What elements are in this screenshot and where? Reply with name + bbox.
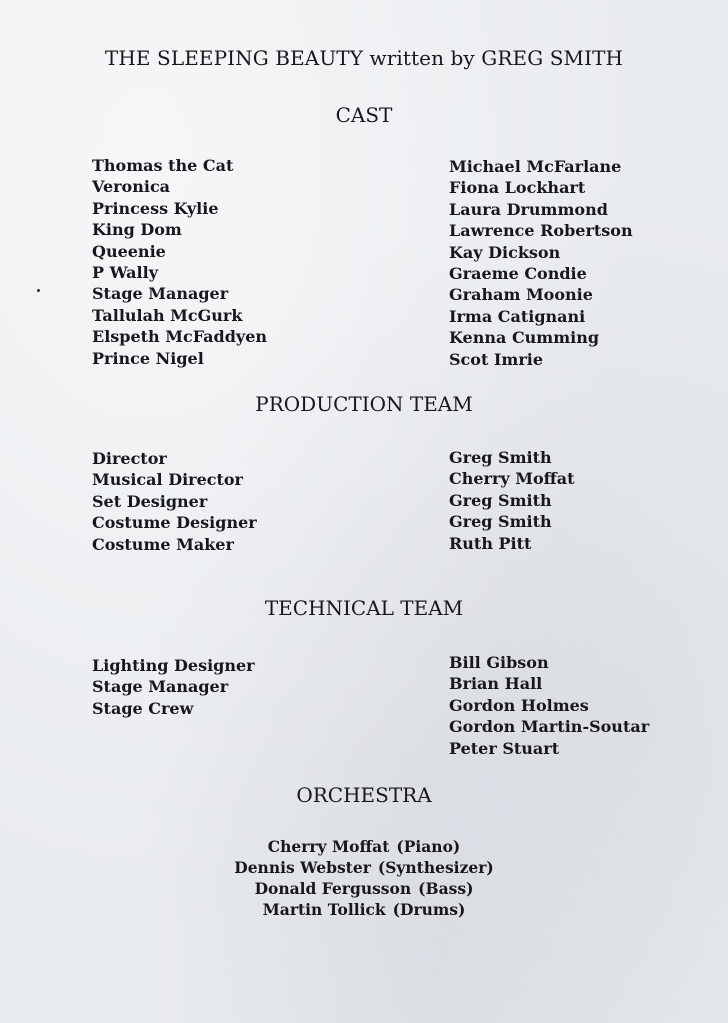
production-name: Cherry Moffat [449,469,575,489]
technical-role: Lighting Designer [92,656,255,675]
cast-role: Elspeth McFaddyen [92,327,268,347]
cast-actor: Laura Drummond [449,199,608,219]
cast-actor: Graham Moonie [449,285,593,305]
production-role: Costume Maker [92,534,234,554]
technical-heading: TECHNICAL TEAM [264,596,464,620]
technical-name: Peter Stuart [449,738,560,758]
page-title: THE SLEEPING BEAUTY written by GREG SMITH [104,46,624,70]
production-role: Musical Director [92,470,243,490]
cast-actor: Lawrence Robertson [449,221,633,241]
technical-name: Brian Hall [449,674,543,694]
production-names-list [449,447,575,554]
cast-roles-list [92,155,267,369]
cast-actor: Fiona Lockhart [449,178,586,198]
cast-actor: Michael McFarlane [449,157,622,176]
production-name: Greg Smith [449,490,552,510]
cast-role: Princess Kylie [92,198,219,218]
cast-actor: Scot Imrie [449,349,544,369]
orchestra-heading: ORCHESTRA [296,783,432,807]
production-role: Costume Designer [92,513,257,533]
production-name: Greg Smith [449,448,552,467]
cast-role: Stage Manager [92,284,229,304]
cast-role: King Dom [92,220,182,240]
cast-role: Tallulah McGurk [92,305,243,325]
production-role: Director [92,449,167,468]
orchestra-member-name: Cherry Moffat [267,837,390,856]
cast-role: Queenie [92,241,166,261]
orchestra-member-name: Martin Tollick [262,900,386,919]
paper-speck [37,289,40,292]
orchestra-member [0,836,728,857]
orchestra-member-instrument: (Drums) [392,900,466,919]
technical-name: Bill Gibson [449,653,549,672]
technical-role: Stage Crew [92,698,194,718]
technical-name: Gordon Martin-Soutar [449,717,650,737]
cast-actor: Graeme Condie [449,263,587,283]
cast-role: Prince Nigel [92,348,204,368]
cast-actors-list [449,156,633,370]
orchestra-member-name: Donald Fergusson [254,879,412,898]
orchestra-member-name: Dennis Webster [234,858,371,877]
orchestra-member-instrument: (Bass) [418,879,474,898]
orchestra-member [0,899,728,920]
cast-heading: CAST [335,103,393,127]
orchestra-member [0,878,728,899]
orchestra-list [0,836,728,920]
technical-names-list [449,652,649,759]
cast-actor: Kenna Cumming [449,328,600,348]
cast-role: P Wally [92,262,158,282]
technical-role: Stage Manager [92,677,229,697]
production-heading: PRODUCTION TEAM [255,392,473,416]
technical-roles-list [92,655,255,719]
cast-role: Thomas the Cat [92,156,234,175]
production-role: Set Designer [92,491,208,511]
orchestra-member-instrument: (Synthesizer) [377,858,494,877]
cast-role: Veronica [92,177,171,197]
production-roles-list [92,448,257,555]
orchestra-member-instrument: (Piano) [396,837,461,856]
cast-actor: Kay Dickson [449,242,561,262]
technical-name: Gordon Holmes [449,695,589,715]
cast-actor: Irma Catignani [449,306,586,326]
orchestra-member [0,857,728,878]
production-name: Greg Smith [449,512,552,532]
production-name: Ruth Pitt [449,533,532,553]
